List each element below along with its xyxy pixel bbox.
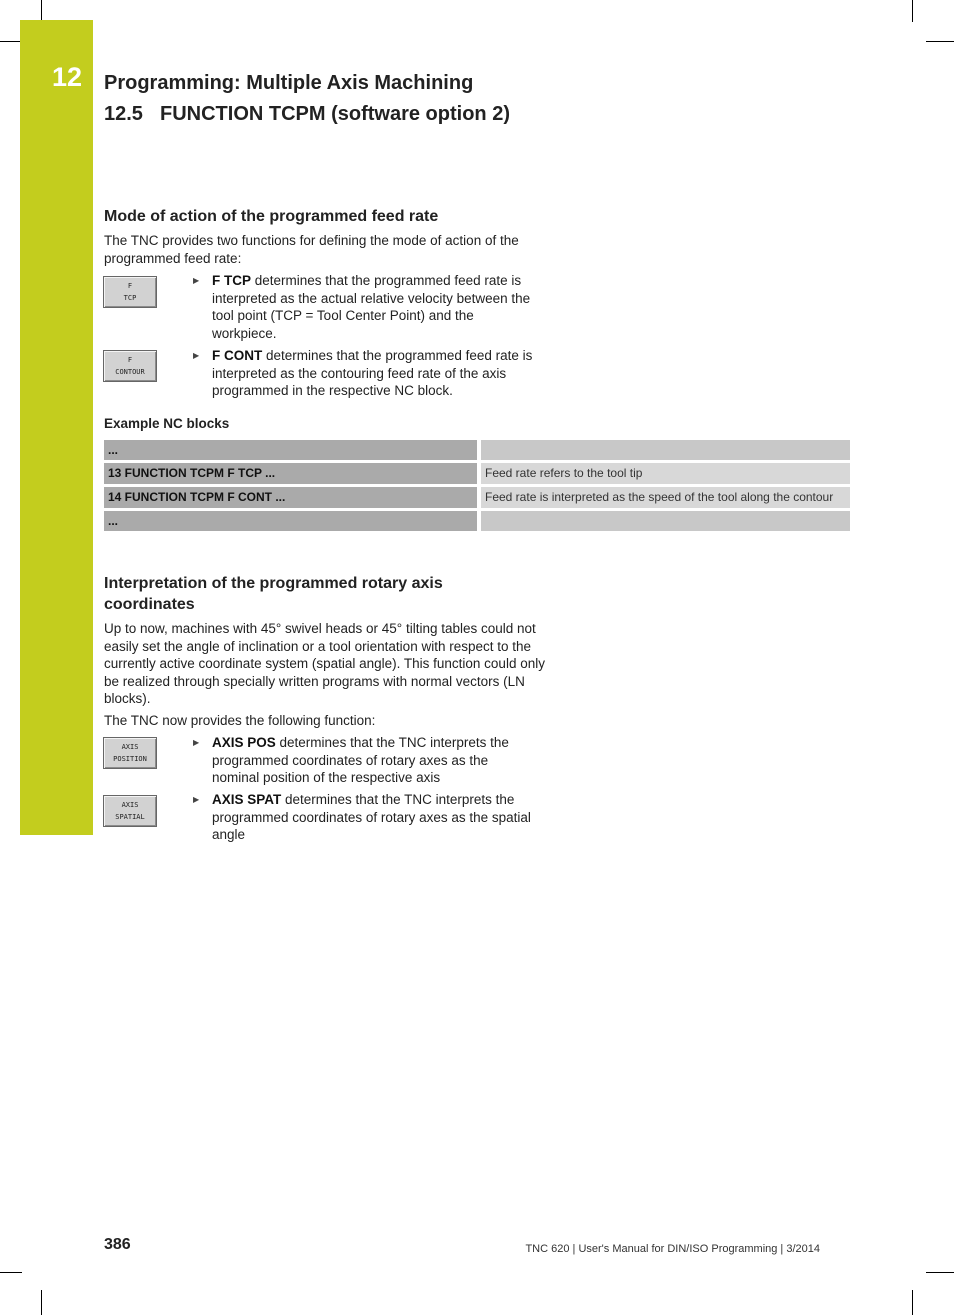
page-number: 386: [104, 1236, 131, 1253]
triangle-right-icon: ▶: [193, 276, 200, 285]
table-row: [104, 440, 850, 462]
section-title: [104, 103, 510, 126]
softkey-label-line1: AXIS: [121, 801, 139, 809]
softkey-label-line2: POSITION: [113, 755, 147, 763]
f-tcp-description: [212, 272, 537, 342]
crop-mark: [41, 0, 42, 22]
section-title-text: FUNCTION TCPM (software option 2): [160, 103, 510, 125]
axis-spat-text: determines that the TNC interprets the programmed coordinates of rotary axes as the spatial angle: [212, 792, 531, 843]
softkey-axis-position[interactable]: [103, 737, 157, 769]
nc-desc-cell: [479, 440, 850, 462]
chapter-tab: [20, 20, 93, 835]
chapter-title: Programming: Multiple Axis Machining: [104, 72, 474, 94]
crop-mark: [41, 1290, 42, 1315]
axis-spat-keyword: AXIS SPAT: [212, 792, 282, 807]
crop-mark: [0, 41, 22, 42]
rotary-para1: Up to now, machines with 45° swivel heads or 45° tilting tables could not easily set the angle of inclination or a tool orientation with respect to the currently active coordinate system (spatial angle). This function could only be realized through specially written programs with normal vectors (LN blocks).: [104, 621, 545, 707]
f-cont-text: determines that the programmed feed rate is interpreted as the contouring feed rate of the axis programmed in the respective NC block.: [212, 348, 533, 399]
f-cont-keyword: F CONT: [212, 348, 263, 363]
triangle-right-icon: ▶: [193, 351, 200, 360]
nc-desc-cell: Feed rate refers to the tool tip: [479, 462, 850, 486]
f-tcp-keyword: F TCP: [212, 273, 251, 288]
axis-pos-description: [212, 734, 537, 787]
nc-desc-cell: Feed rate is interpreted as the speed of the tool along the contour: [479, 486, 850, 510]
table-row: [104, 486, 850, 510]
example-heading: Example NC blocks: [104, 416, 230, 431]
rotary-heading: Interpretation of the programmed rotary axis coordinates: [104, 575, 443, 613]
softkey-label-line1: F: [127, 356, 133, 364]
nc-code-cell: ...: [104, 440, 479, 462]
feed-rate-heading: Mode of action of the programmed feed rate: [104, 208, 439, 225]
softkey-label-line1: F: [127, 282, 133, 290]
crop-mark: [912, 0, 913, 22]
softkey-label-line1: AXIS: [121, 743, 139, 751]
footer-text: TNC 620 | User's Manual for DIN/ISO Programming | 3/2014: [525, 1243, 820, 1255]
axis-pos-text: determines that the TNC interprets the programmed coordinates of rotary axes as the nominal position of the respective axis: [212, 735, 509, 786]
table-row: [104, 462, 850, 486]
rotary-para2: The TNC now provides the following function:: [104, 713, 376, 728]
nc-code-cell: 14 FUNCTION TCPM F CONT ...: [104, 486, 479, 510]
chapter-number: 12: [52, 62, 83, 92]
nc-desc-cell: [479, 510, 850, 532]
f-cont-description: [212, 347, 537, 400]
section-number: 12.5: [104, 103, 143, 125]
axis-spat-description: [212, 791, 537, 844]
softkey-f-contour[interactable]: [103, 350, 157, 382]
crop-mark: [926, 41, 954, 42]
triangle-right-icon: ▶: [193, 795, 200, 804]
triangle-right-icon: ▶: [193, 738, 200, 747]
feed-rate-intro: The TNC provides two functions for defining the mode of action of the programmed feed rate:: [104, 233, 519, 266]
softkey-label-line2: CONTOUR: [115, 368, 145, 376]
f-tcp-text: determines that the programmed feed rate is interpreted as the actual relative velocity between the tool point (TCP = Tool Center Point) and the workpiece.: [212, 273, 531, 341]
nc-example-table: [104, 440, 850, 531]
crop-mark: [0, 1272, 22, 1273]
softkey-f-tcp[interactable]: [103, 276, 157, 308]
crop-mark: [926, 1272, 954, 1273]
softkey-label-line2: TCP: [123, 294, 137, 302]
nc-code-cell: ...: [104, 510, 479, 532]
table-row: [104, 510, 850, 532]
nc-code-cell: 13 FUNCTION TCPM F TCP ...: [104, 462, 479, 486]
axis-pos-keyword: AXIS POS: [212, 735, 276, 750]
softkey-axis-spatial[interactable]: [103, 795, 157, 827]
crop-mark: [912, 1290, 913, 1315]
softkey-label-line2: SPATIAL: [115, 813, 145, 821]
